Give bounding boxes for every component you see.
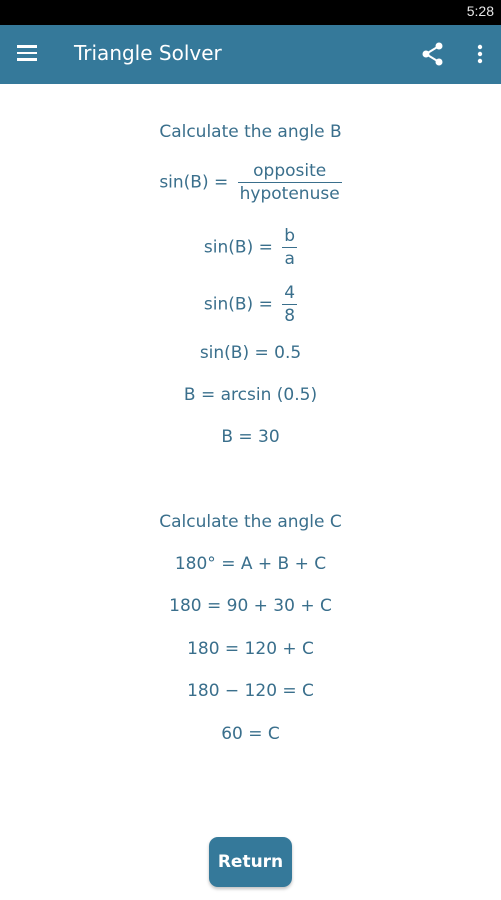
angle-b-step-6: B = 30 bbox=[221, 427, 280, 447]
angle-b-step-1 bbox=[0, 160, 501, 205]
angle-c-heading: Calculate the angle C bbox=[159, 512, 342, 532]
fraction-denominator: 8 bbox=[284, 306, 296, 326]
angle-c-step: 60 = C bbox=[221, 724, 280, 744]
more-vert-icon[interactable] bbox=[470, 40, 490, 68]
angle-b-step-4: sin(B) = 0.5 bbox=[199, 343, 302, 363]
fraction-denominator: hypotenuse bbox=[239, 184, 340, 204]
hamburger-menu-icon[interactable] bbox=[16, 42, 42, 68]
status-bar bbox=[0, 0, 501, 25]
angle-b-step-2 bbox=[0, 225, 501, 270]
return-button[interactable]: Return bbox=[209, 837, 292, 887]
angle-b-heading: Calculate the angle B bbox=[159, 122, 342, 142]
angle-c-step: 180 = 120 + C bbox=[187, 639, 314, 659]
fraction-numerator: b bbox=[284, 226, 296, 246]
app-title: Triangle Solver bbox=[74, 41, 222, 65]
angle-c-step: 180 = 90 + 30 + C bbox=[169, 596, 332, 616]
share-icon[interactable] bbox=[419, 40, 447, 68]
angle-b-step-3 bbox=[0, 282, 501, 327]
equation-lhs: sin(B) = bbox=[159, 172, 229, 193]
angle-b-step-5: B = arcsin (0.5) bbox=[183, 385, 318, 405]
angle-c-step: 180° = A + B + C bbox=[174, 554, 327, 574]
status-time: 5:28 bbox=[466, 3, 494, 19]
fraction bbox=[282, 282, 297, 327]
fraction bbox=[238, 160, 342, 205]
equation-lhs: sin(B) = bbox=[203, 237, 273, 258]
fraction-numerator: 4 bbox=[284, 283, 296, 303]
equation-lhs: sin(B) = bbox=[203, 294, 273, 315]
fraction-denominator: a bbox=[284, 249, 295, 269]
app-bar bbox=[0, 25, 501, 84]
fraction bbox=[282, 225, 297, 270]
fraction-numerator: opposite bbox=[238, 160, 342, 183]
angle-c-step: 180 − 120 = C bbox=[187, 681, 314, 701]
